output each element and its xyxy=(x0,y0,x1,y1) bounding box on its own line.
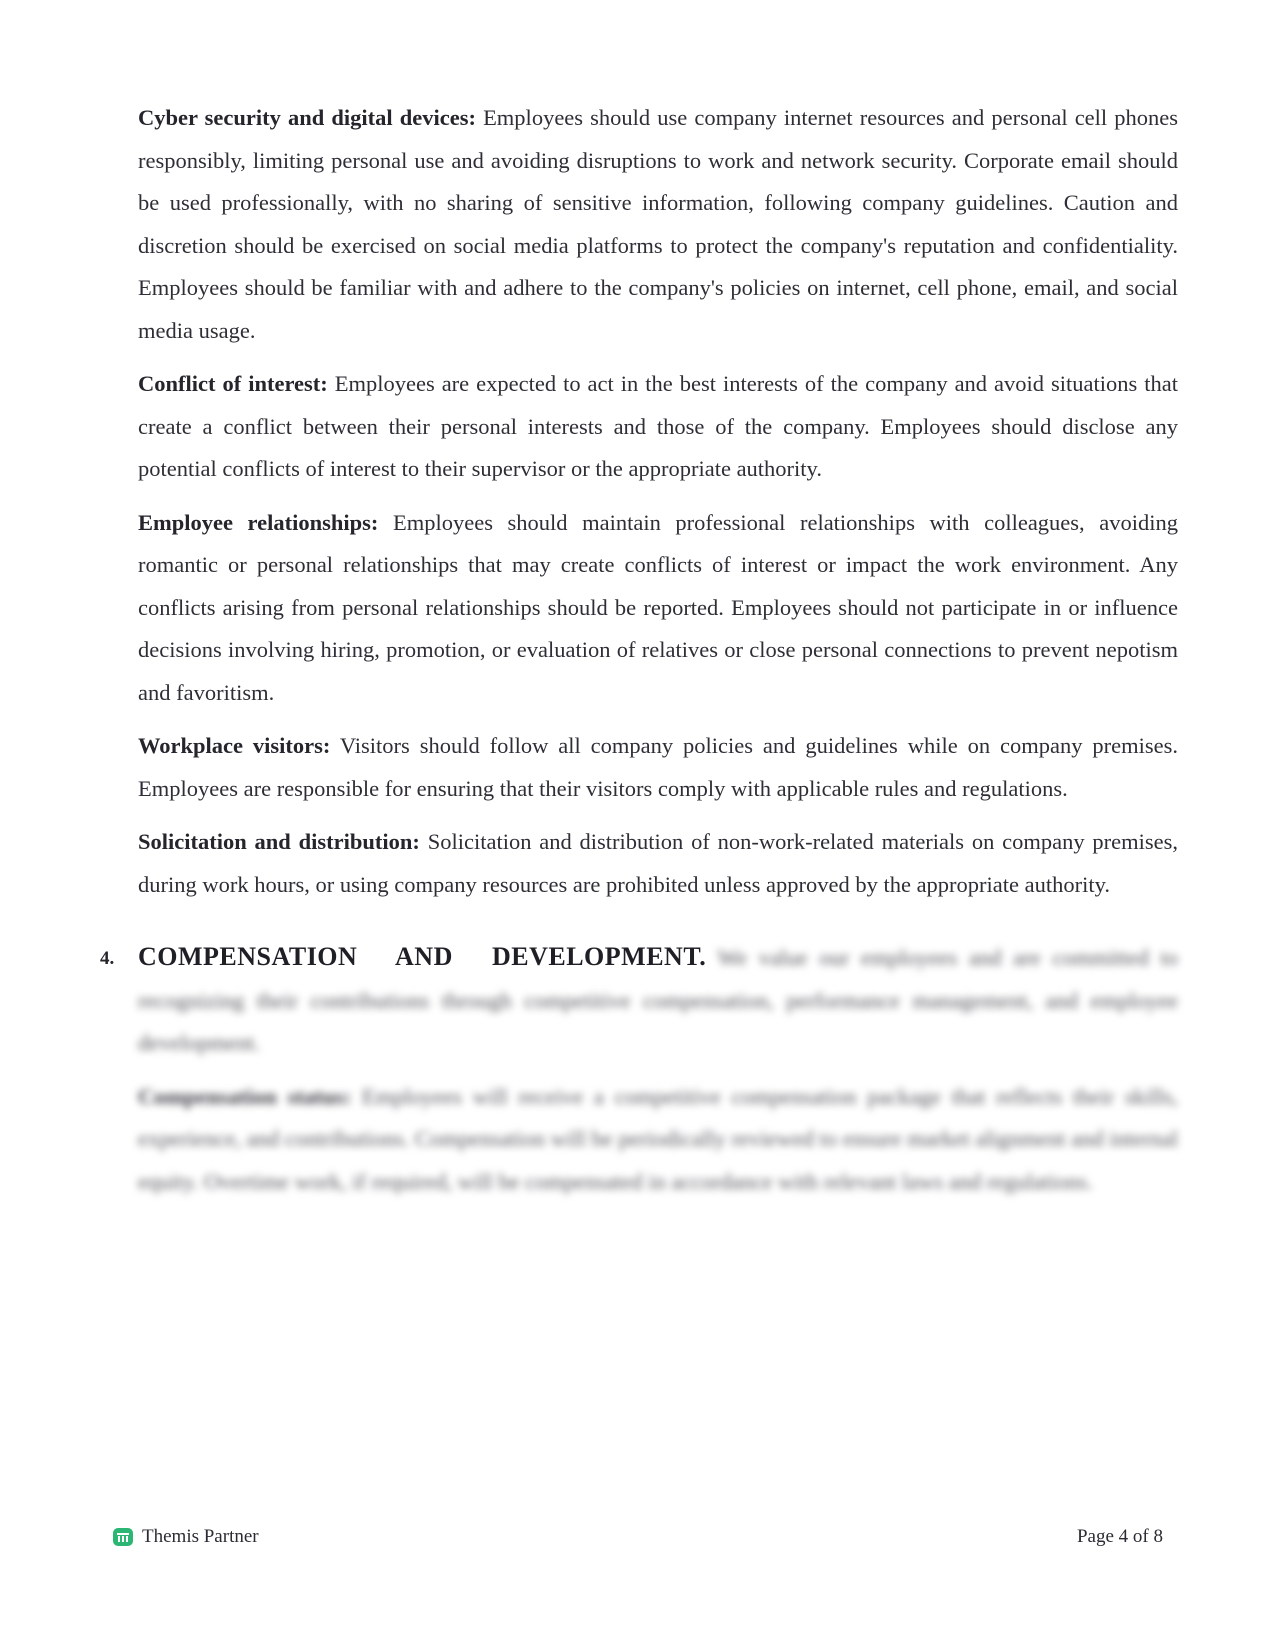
paragraph-lead: Conflict of interest: xyxy=(138,371,328,396)
paragraph-lead: Cyber security and digital devices: xyxy=(138,105,476,130)
paragraph-lead: Workplace visitors: xyxy=(138,733,331,758)
section-intro xyxy=(138,936,1178,1065)
brand xyxy=(112,1526,259,1548)
paragraph-workplace-visitors xyxy=(138,725,1178,810)
paragraph-lead: Employee relationships: xyxy=(138,509,379,535)
section-heading: COMPENSATION AND DEVELOPMENT. xyxy=(138,942,707,971)
page-number: Page 4 of 8 xyxy=(1076,1526,1163,1547)
paragraph-cyber-security xyxy=(138,97,1178,352)
paragraph-lead: Compensation status: xyxy=(138,1083,352,1109)
paragraph-text: Employees will receive a competitive compensation package that reflects their skills, experience, and contributions. Compensation will be periodically reviewed to ensure market alignment and internal equity. Overtime work, if required, will be compensated in accordance with relevant laws and regulations. xyxy=(138,1083,1178,1194)
paragraph-text: Solicitation and distribution of non-work-related materials on company premises, during work hours, or using company resources are prohibited unless approved by the appropriate authority. xyxy=(138,829,1179,897)
section-number: 4. xyxy=(100,948,115,969)
paragraph-text: Employees are expected to act in the best interests of the company and avoid situations that create a conflict between their personal interests and those of the company. Employees should disclose any potential conflicts of interest to their supervisor or the appropriate authority. xyxy=(138,371,1178,481)
paragraph-text: Employees should maintain professional relationships with colleagues, avoiding romantic or personal relationships that may create conflicts of interest or impact the work environment. Any conflicts arising from personal relationships should be reported. Employees should not participate in or influence decisions involving hiring, promotion, or evaluation of relatives or close personal connections to prevent nepotism and favoritism. xyxy=(138,509,1178,705)
themis-logo-icon xyxy=(112,1526,134,1548)
document-body xyxy=(100,97,1179,1214)
paragraph-text: Visitors should follow all company policies and guidelines while on company premises. Employees are responsible for ensuring that their visitors comply with applicable rules and regulations. xyxy=(138,733,1178,801)
paragraph-employee-relationships xyxy=(138,502,1178,715)
paragraph-conflict-of-interest xyxy=(138,363,1178,491)
blurred-intro-text: We value our employees and are committed to recognizing their contributions through competitive compensation, performance management, and employee development. xyxy=(138,945,1178,1055)
paragraph-compensation-status xyxy=(138,1076,1178,1204)
paragraph-lead: Solicitation and distribution: xyxy=(138,829,420,854)
section-compensation xyxy=(100,936,1178,1203)
page-footer xyxy=(112,1526,1163,1556)
brand-name: Themis Partner xyxy=(142,1526,259,1547)
paragraph-solicitation xyxy=(138,821,1178,906)
paragraph-text: Employees should use company internet resources and personal cell phones responsibly, limiting personal use and avoiding disruptions to work and network security. Corporate email should be used professionally, with no sharing of sensitive information, following company guidelines. Caution and discretion should be exercised on social media platforms to protect the company's reputation and confidentiality. Employees should be familiar with and adhere to the company's policies on internet, cell phone, email, and social media usage. xyxy=(138,105,1179,343)
